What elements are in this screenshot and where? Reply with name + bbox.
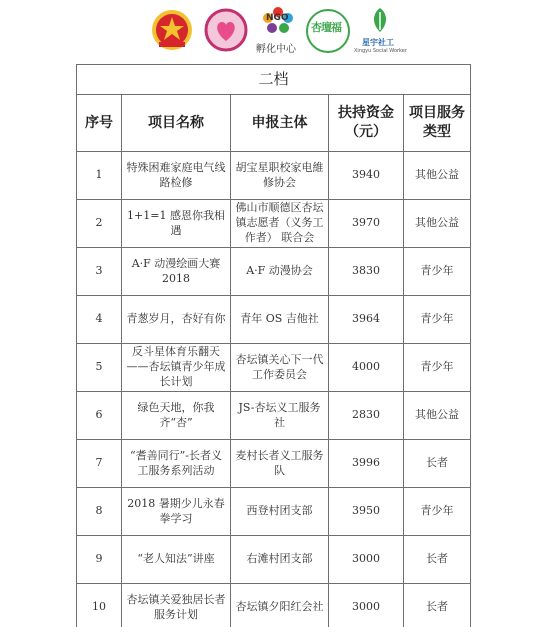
- service-type: 长者: [404, 584, 471, 627]
- table-row: [77, 200, 471, 248]
- project-name: A·F 动漫绘画大赛 2018: [122, 248, 231, 296]
- row-number: 5: [77, 344, 122, 392]
- service-type: 长者: [404, 440, 471, 488]
- project-name: 特殊困难家庭电气线路检修: [122, 152, 231, 200]
- table-row: [77, 584, 471, 627]
- table-row: [77, 536, 471, 584]
- row-number: 3: [77, 248, 122, 296]
- project-name: 青葱岁月，杏好有你: [122, 296, 231, 344]
- funding-amount: 3964: [329, 296, 404, 344]
- header-service-type: 项目服务类型: [404, 95, 471, 152]
- tier-title: 二档: [77, 65, 471, 95]
- applicant-org: 青年 OS 吉他社: [231, 296, 329, 344]
- funding-amount: 4000: [329, 344, 404, 392]
- service-type: 青少年: [404, 248, 471, 296]
- charity-heart-icon: [204, 8, 248, 52]
- header-funding: 扶持资金（元）: [329, 95, 404, 152]
- table-row: [77, 296, 471, 344]
- applicant-org: JS-杏坛义工服务社: [231, 392, 329, 440]
- service-type: 长者: [404, 536, 471, 584]
- xingyu-logo-sub: Xingyu Social Worker: [354, 48, 407, 54]
- table-row: [77, 152, 471, 200]
- applicant-org: 西登村团支部: [231, 488, 329, 536]
- applicant-org: 右滩村团支部: [231, 536, 329, 584]
- project-name: 反斗星体育乐翻天——杏坛镇青少年成长计划: [122, 344, 231, 392]
- funding-amount: 3970: [329, 200, 404, 248]
- row-number: 8: [77, 488, 122, 536]
- xingtan-fu-logo-text: 杏壇福: [311, 21, 341, 34]
- applicant-org: 佛山市顺德区杏坛镇志愿者（义务工作者） 联合会: [231, 200, 329, 248]
- service-type: 其他公益: [404, 200, 471, 248]
- funding-amount: 3000: [329, 584, 404, 627]
- applicant-org: 麦村长者义工服务队: [231, 440, 329, 488]
- xingyu-leaf-icon: [366, 6, 394, 34]
- project-name: 杏坛镇关爱独居长者服务计划: [122, 584, 231, 627]
- row-number: 6: [77, 392, 122, 440]
- row-number: 2: [77, 200, 122, 248]
- project-name: 2018 暑期少儿永春拳学习: [122, 488, 231, 536]
- header-no: 序号: [77, 95, 122, 152]
- funding-table: [76, 64, 471, 627]
- xingyu-logo-text: 星宇社工: [362, 38, 394, 47]
- funding-amount: 3950: [329, 488, 404, 536]
- table-row: [77, 344, 471, 392]
- funding-amount: 2830: [329, 392, 404, 440]
- ngo-logo-text: NGO: [266, 13, 289, 23]
- service-type: 青少年: [404, 344, 471, 392]
- project-name: 1+1=1 感恩你我相遇: [122, 200, 231, 248]
- ngo-logo-sub: 孵化中心: [256, 44, 296, 55]
- table-row: [77, 392, 471, 440]
- funding-amount: 3000: [329, 536, 404, 584]
- row-number: 4: [77, 296, 122, 344]
- applicant-org: 杏坛镇关心下一代工作委员会: [231, 344, 329, 392]
- youth-league-emblem-icon: [150, 8, 194, 52]
- row-number: 9: [77, 536, 122, 584]
- service-type: 其他公益: [404, 152, 471, 200]
- header-project-name: 项目名称: [122, 95, 231, 152]
- applicant-org: 胡宝星职校家电維修协会: [231, 152, 329, 200]
- table-row: [77, 440, 471, 488]
- project-name: “老人知法”讲座: [122, 536, 231, 584]
- header-row: [77, 95, 471, 152]
- applicant-org: A·F 动漫协会: [231, 248, 329, 296]
- funding-amount: 3830: [329, 248, 404, 296]
- project-name: “耆善同行”-长者义工服务系列活动: [122, 440, 231, 488]
- table-row: [77, 248, 471, 296]
- header-applicant: 申报主体: [231, 95, 329, 152]
- row-number: 1: [77, 152, 122, 200]
- funding-amount: 3940: [329, 152, 404, 200]
- applicant-org: 杏坛镇夕阳红会社: [231, 584, 329, 627]
- service-type: 青少年: [404, 296, 471, 344]
- project-name: 绿色天地，你我齐“杏”: [122, 392, 231, 440]
- row-number: 7: [77, 440, 122, 488]
- service-type: 其他公益: [404, 392, 471, 440]
- service-type: 青少年: [404, 488, 471, 536]
- row-number: 10: [77, 584, 122, 627]
- table-row: [77, 488, 471, 536]
- logo-bar: [0, 0, 533, 62]
- funding-amount: 3996: [329, 440, 404, 488]
